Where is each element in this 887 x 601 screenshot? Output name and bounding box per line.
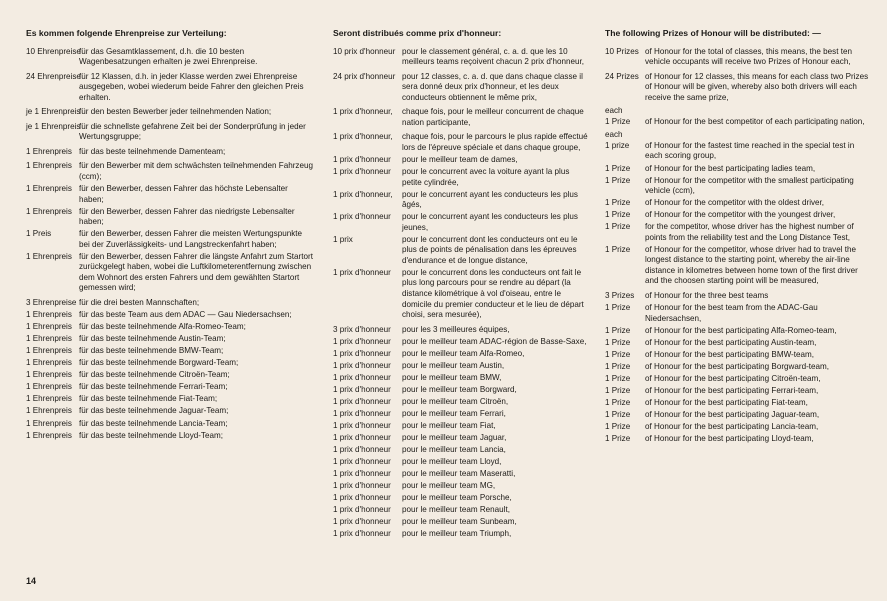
prize-count: 1 prix d'honneur <box>333 529 391 539</box>
prize-count: 3 prix d'honneur <box>333 324 391 334</box>
english-prize-list <box>605 47 873 445</box>
prize-count: 1 Prize <box>605 198 631 208</box>
prize-count: 1 Prize <box>605 116 631 126</box>
prize-count: je 1 Ehrenpreis <box>26 107 81 117</box>
prize-description: of Honour for the competitor with the oldest driver, <box>645 198 825 208</box>
french-prize-row <box>333 385 589 396</box>
prize-count: 24 Prizes <box>605 71 639 81</box>
prize-description: of Honour for the best participating Fiat-team, <box>645 397 808 407</box>
french-prize-row <box>333 397 589 408</box>
french-prize-row <box>333 505 589 516</box>
prize-count: 1 Ehrenpreis <box>26 346 72 356</box>
prize-description: für das beste teilnehmende Lancia-Team; <box>79 418 228 428</box>
prize-count: 1 prix d'honneur <box>333 457 391 467</box>
prize-count: 1 prix d'honneur <box>333 396 391 406</box>
prize-count: 1 Prize <box>605 434 631 444</box>
english-prize-row <box>605 291 873 302</box>
prize-count: 1 Ehrenpreis <box>26 310 72 320</box>
prize-description: of Honour for the competitor, whose driver had to travel the longest distance to the starting point, whereby the air-line distance in kilometres between home town of the first driver and the choosen starting point will be measured, <box>645 244 858 286</box>
prize-count: 1 Prize <box>605 303 631 313</box>
prize-description: pour le meilleur team Triumph, <box>402 529 512 539</box>
prize-description: für das beste teilnehmende Citroën-Team; <box>79 370 230 380</box>
prize-description: of Honour for the best participating Borgward-team, <box>645 361 830 371</box>
prize-count: 1 Ehrenpreis <box>26 146 72 156</box>
english-prize-row <box>605 72 873 104</box>
prize-count: 10 Ehrenpreise <box>26 46 81 56</box>
prize-count: 1 prix d'honneur, <box>333 132 393 142</box>
prize-count: 1 prix d'honneur <box>333 267 391 277</box>
french-prize-row <box>333 235 589 267</box>
prize-description: pour le concurrent ayant les conducteurs les plus jeunes, <box>402 212 578 232</box>
prize-description: für das beste teilnehmende Jaguar-Team; <box>79 406 229 416</box>
prize-count: 1 Ehrenpreis <box>26 322 72 332</box>
prize-description: pour le concurrent ayant les conducteurs les plus âgés, <box>402 189 578 210</box>
english-prize-row <box>605 176 873 197</box>
prize-description: für die schnellste gefahrene Zeit bei der Sonderprüfung in jeder Wertungsgruppe; <box>79 121 306 142</box>
french-prize-row <box>333 457 589 468</box>
prize-description: of Honour for the best participating Lloyd-team, <box>645 434 814 444</box>
prize-count: 1 Prize <box>605 373 631 383</box>
prize-count: 1 prix d'honneur <box>333 212 391 222</box>
prize-count: 10 prix d'honneur <box>333 46 396 56</box>
prize-count: 1 Prize <box>605 422 631 432</box>
prize-count: 1 Ehrenpreis <box>26 184 72 194</box>
prize-count: 1 prix d'honneur <box>333 481 391 491</box>
prize-description: für das beste teilnehmende Damenteam; <box>79 146 226 156</box>
prize-description: for the competitor, whose driver has the highest number of points from the reliability test and the Long Distance Test, <box>645 222 854 242</box>
prize-description: of Honour for the three best teams <box>645 291 769 301</box>
prize-count: je 1 Ehrenpreis <box>26 121 81 131</box>
prize-description: of Honour for the best participating BMW-team, <box>645 349 814 359</box>
prize-count: 1 Prize <box>605 361 631 371</box>
english-prize-row <box>605 350 873 361</box>
english-prize-row <box>605 198 873 209</box>
prize-description: pour le meilleur team Citroën, <box>402 396 509 406</box>
each-label: each <box>605 106 623 116</box>
prize-count: 1 Ehrenpreis <box>26 394 72 404</box>
prize-count: 1 prix d'honneur <box>333 384 391 394</box>
prize-description: of Honour for the fastest time reached in the special test in each scoring group, <box>645 140 855 161</box>
prize-description: pour le meilleur team de dames, <box>402 154 518 164</box>
prize-description: pour le meilleur team Sunbeam, <box>402 517 517 527</box>
prize-count: 1 Ehrenpreis <box>26 251 72 261</box>
prize-description: für den Bewerber mit dem schwächsten teilnehmenden Fahrzeug (ccm); <box>79 161 313 182</box>
prize-description: pour le concurrent dont les conducteurs ont eu le plus de points de pénalisation dans les épreuves d'endurance et de longue distance, <box>402 234 578 265</box>
prize-description: für das beste teilnehmende Fiat-Team; <box>79 394 218 404</box>
german-prize-row <box>26 370 314 381</box>
prize-description: of Honour for the best participating Ferrari-team, <box>645 385 819 395</box>
german-heading: Es kommen folgende Ehrenpreise zur Verteilung: <box>26 28 227 38</box>
prize-count: 1 Ehrenpreis <box>26 430 72 440</box>
german-prize-row <box>26 406 314 417</box>
prize-count: 1 prix d'honneur <box>333 167 391 177</box>
prize-description: of Honour for the best competitor of each participating nation, <box>645 116 865 126</box>
prize-description: pour le meilleur team Lloyd, <box>402 457 502 467</box>
prize-description: für das beste teilnehmende Borgward-Team; <box>79 358 239 368</box>
english-prize-row <box>605 386 873 397</box>
prize-description: pour le meilleur team Alfa-Romeo, <box>402 348 525 358</box>
prize-description: für das beste teilnehmende Lloyd-Team; <box>79 430 223 440</box>
prize-count: 1 prix d'honneur <box>333 505 391 515</box>
prize-description: pour le classement général, c. a. d. que les 10 meilleurs teams reçoivent chacun 2 prix d'honneur, <box>402 46 584 67</box>
german-prize-row <box>26 47 314 68</box>
english-prize-row <box>605 164 873 175</box>
prize-description: für den Bewerber, dessen Fahrer die längste Anfahrt zum Startort zurückgelegt haben, wobei die Luftkilometerentfernung zwischen dem Wohnort des ersten Fahrers und dem gewählten Startort gemessen wird; <box>79 251 313 293</box>
prize-count: 1 Prize <box>605 410 631 419</box>
french-prize-row <box>333 361 589 372</box>
prize-count: 1 Prize <box>605 397 631 407</box>
french-prize-row <box>333 155 589 166</box>
german-prize-row <box>26 419 314 430</box>
page-number: 14 <box>26 576 37 586</box>
german-prize-row <box>26 322 314 333</box>
prize-count: 24 Ehrenpreise <box>26 71 81 81</box>
prize-count: 1 Prize <box>605 175 631 185</box>
prize-count: 1 prix d'honneur <box>333 433 391 443</box>
prize-description: pour le meilleur team Lancia, <box>402 445 506 455</box>
german-prize-row <box>26 431 314 442</box>
prize-count: 1 prix d'honneur <box>333 154 391 164</box>
prize-count: 1 prix d'honneur <box>333 336 391 346</box>
prize-description: für das beste teilnehmende Ferrari-Team; <box>79 382 228 392</box>
french-prize-row <box>333 107 589 128</box>
prize-description: of Honour for the best participating Austin-team, <box>645 337 817 347</box>
prize-description: für 12 Klassen, d.h. in jeder Klasse werden zwei Ehrenpreise ausgegeben, wobei wiederum beide Fahrer den gleichen Preis erhalten. <box>79 71 304 102</box>
prize-description: pour le meilleur team Porsche, <box>402 493 512 503</box>
english-prize-row <box>605 117 873 128</box>
prize-description: für das beste teilnehmende Austin-Team; <box>79 334 226 344</box>
french-prize-row <box>333 481 589 492</box>
prize-count: 1 Prize <box>605 325 631 335</box>
prize-count: 3 Prizes <box>605 291 635 301</box>
english-prize-row <box>605 422 873 433</box>
each-label: each <box>605 130 623 140</box>
prize-description: pour le concurrent dons les conducteurs ont fait le plus long parcours pour se rendre au départ (la distance kilométrique à vol d'oiseau, entre le domicile du premier conducteur et le lieu de départ choisi, sera mesurée), <box>402 267 584 320</box>
prize-description: für das beste teilnehmende Alfa-Romeo-Team; <box>79 322 246 332</box>
prize-count: 1 prix d'honneur <box>333 372 391 382</box>
french-prize-row <box>333 337 589 348</box>
prize-count: 1 prix d'honneur <box>333 409 391 418</box>
french-column <box>333 28 589 540</box>
german-prize-row <box>26 382 314 393</box>
german-prize-row <box>26 310 314 321</box>
prize-count: 1 Prize <box>605 385 631 395</box>
prize-description: chaque fois, pour le parcours le plus rapide effectué lors de l'épreuve spéciale et dans chaque groupe, <box>402 132 588 152</box>
prize-count: 1 Prize <box>605 210 631 220</box>
german-prize-row <box>26 184 314 205</box>
prize-count: 1 Prize <box>605 244 631 254</box>
prize-description: für den Bewerber, dessen Fahrer die meisten Wertungspunkte bei der Zuverlässigkeits- und Langstreckenfahrt haben; <box>79 229 303 249</box>
prize-count: 3 Ehrenpreise <box>26 298 77 308</box>
french-prize-row <box>333 433 589 444</box>
french-prize-row <box>333 132 589 153</box>
prize-count: 1 Prize <box>605 222 631 232</box>
german-prize-row <box>26 358 314 369</box>
prize-description: of Honour for the best participating Lancia-team, <box>645 422 819 432</box>
german-prize-list <box>26 47 314 442</box>
prize-count: 1 Ehrenpreis <box>26 334 72 344</box>
prize-description: of Honour for the best participating Jaguar-team, <box>645 410 820 419</box>
prize-count: 1 prix d'honneur, <box>333 107 393 117</box>
prize-description: pour le meilleur team Renault, <box>402 505 510 515</box>
prize-count: 1 Prize <box>605 337 631 347</box>
german-prize-row <box>26 122 314 143</box>
prize-description: für das Gesamtklassement, d.h. die 10 besten Wagenbesatzungen erhalten je zwei Ehrenpreise. <box>79 46 258 67</box>
german-prize-row <box>26 147 314 158</box>
german-prize-row <box>26 346 314 357</box>
french-heading: Seront distribués comme prix d'honneur: <box>333 28 502 38</box>
english-prize-row <box>605 410 873 421</box>
french-prize-row <box>333 445 589 456</box>
prize-description: für den Bewerber, dessen Fahrer das niedrigste Lebensalter haben; <box>79 206 295 227</box>
prize-description: pour le meilleur team Borgward, <box>402 384 517 394</box>
french-prize-row <box>333 325 589 336</box>
french-prize-row <box>333 212 589 233</box>
prize-description: of Honour for the total of classes, this means, the best ten vehicle occupants will receive two Prizes of Honour each, <box>645 46 852 67</box>
prize-description: pour les 3 meilleures équipes, <box>402 324 510 334</box>
prize-description: pour le meilleur team BMW, <box>402 372 502 382</box>
prize-count: 1 Preis <box>26 229 52 239</box>
german-prize-row <box>26 161 314 182</box>
prize-count: 1 prix d'honneur <box>333 493 391 503</box>
prize-count: 1 Ehrenpreis <box>26 406 72 416</box>
prize-count: 1 Ehrenpreis <box>26 382 72 392</box>
english-heading: The following Prizes of Honour will be distributed: — <box>605 28 821 38</box>
prize-count: 1 Ehrenpreis <box>26 161 72 171</box>
english-prize-row <box>605 338 873 349</box>
english-prize-row <box>605 434 873 445</box>
german-prize-row <box>26 107 314 118</box>
prize-count: 1 Ehrenpreis <box>26 370 72 380</box>
prize-count: 1 prix d'honneur <box>333 421 391 431</box>
prize-description: pour le meilleur team MG, <box>402 481 496 491</box>
prize-description: of Honour for 12 classes, this means for each class two Prizes of Honour will be given, whereby also both drivers will each receive the same prize, <box>645 71 869 102</box>
prize-description: of Honour for the competitor with the youngest driver, <box>645 210 836 220</box>
english-prize-row <box>605 210 873 221</box>
french-prize-row <box>333 493 589 504</box>
french-prize-row <box>333 517 589 528</box>
prize-count: 1 Ehrenpreis <box>26 358 72 368</box>
prize-description: für den besten Bewerber jeder teilnehmenden Nation; <box>79 107 272 117</box>
german-prize-row <box>26 72 314 104</box>
prize-description: für das beste Team aus dem ADAC — Gau Niedersachsen; <box>79 310 292 320</box>
prize-description: pour le concurrent avec la voiture ayant la plus petite cylindrée, <box>402 167 570 187</box>
english-prize-row <box>605 222 873 243</box>
german-prize-row <box>26 394 314 405</box>
german-prize-row <box>26 229 314 250</box>
german-prize-row <box>26 207 314 228</box>
prize-description: pour le meilleur team ADAC-région de Basse-Saxe, <box>402 336 587 346</box>
prize-count: 1 Prize <box>605 349 631 359</box>
prize-description: of Honour for the competitor with the smallest participating vehicle (ccm), <box>645 175 854 196</box>
french-prize-row <box>333 72 589 104</box>
french-prize-list <box>333 47 589 540</box>
french-prize-row <box>333 421 589 432</box>
prize-description: für den Bewerber, dessen Fahrer das höchste Lebensalter haben; <box>79 184 288 204</box>
prize-description: of Honour for the best participating Citroën-team, <box>645 373 821 383</box>
english-column <box>605 28 873 445</box>
prize-count: 1 prix d'honneur <box>333 445 391 455</box>
prize-count: 1 prix d'honneur, <box>333 189 393 199</box>
french-prize-row <box>333 469 589 480</box>
prize-count: 10 Prizes <box>605 46 639 56</box>
french-prize-row <box>333 529 589 540</box>
prize-count: 1 Prize <box>605 163 631 173</box>
prize-count: 1 prix d'honneur <box>333 469 391 479</box>
prize-count: 1 prix d'honneur <box>333 348 391 358</box>
prize-description: pour le meilleur team Maseratti, <box>402 469 516 479</box>
english-prize-row <box>605 362 873 373</box>
prize-description: für die drei besten Mannschaften; <box>79 298 200 308</box>
prize-count: 1 Ehrenpreis <box>26 418 72 428</box>
german-prize-row <box>26 334 314 345</box>
prize-count: 1 prix d'honneur <box>333 517 391 527</box>
prize-description: pour le meilleur team Austin, <box>402 360 505 370</box>
german-prize-row <box>26 298 314 309</box>
prize-description: of Honour for the best team from the ADAC-Gau Niedersachsen, <box>645 303 818 323</box>
english-prize-row <box>605 303 873 324</box>
english-prize-row <box>605 374 873 385</box>
prize-description: of Honour for the best participating Alfa-Romeo-team, <box>645 325 837 335</box>
prize-count: 1 prix <box>333 234 353 244</box>
prize-description: pour le meilleur team Ferrari, <box>402 409 506 418</box>
prize-count: 1 Ehrenpreis <box>26 206 72 216</box>
prize-description: pour 12 classes, c. a. d. que dans chaque classe il sera donné deux prix d'honneur, et les deux conducteurs obtiennent le même prix, <box>402 71 583 102</box>
french-prize-row <box>333 409 589 420</box>
prize-description: of Honour for the best participating ladies team, <box>645 163 816 173</box>
french-prize-row <box>333 373 589 384</box>
german-prize-row <box>26 252 314 294</box>
prize-description: pour le meilleur team Fiat, <box>402 421 496 431</box>
french-prize-row <box>333 47 589 68</box>
prize-description: für das beste teilnehmende BMW-Team; <box>79 346 224 356</box>
prize-description: pour le meilleur team Jaguar, <box>402 433 507 443</box>
english-prize-row <box>605 47 873 68</box>
english-prize-row <box>605 245 873 287</box>
prize-description: chaque fois, pour le meilleur concurrent de chaque nation participante, <box>402 107 584 127</box>
french-prize-row <box>333 190 589 211</box>
french-prize-row <box>333 167 589 188</box>
french-prize-row <box>333 268 589 321</box>
french-prize-row <box>333 349 589 360</box>
prize-count: 1 prize <box>605 140 630 150</box>
english-prize-row <box>605 398 873 409</box>
english-prize-row <box>605 326 873 337</box>
english-prize-row <box>605 141 873 162</box>
prize-count: 1 prix d'honneur <box>333 360 391 370</box>
prize-count: 24 prix d'honneur <box>333 71 396 81</box>
german-column <box>26 28 314 441</box>
